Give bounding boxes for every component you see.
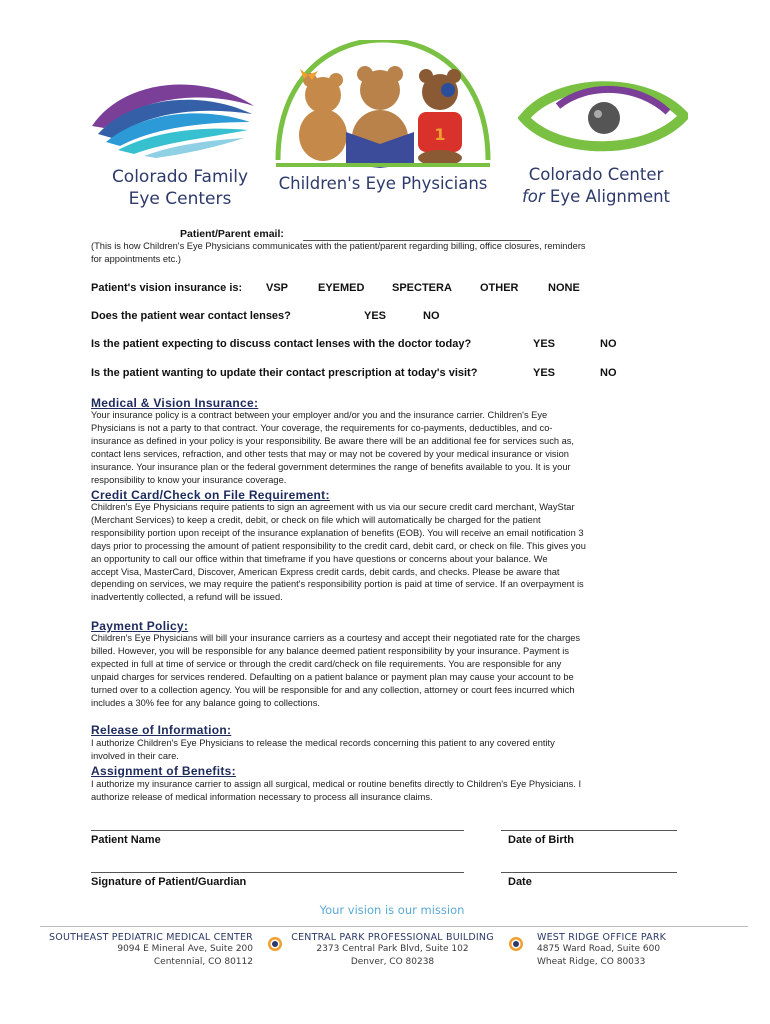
credit-line: Children's Eye Physicians require patients to sign an agreement with us via our secure credit card merchant, WayStar xyxy=(91,502,575,512)
credit-line: (Merchant Services) to keep a credit, debit, or check on file which will automatically be charged for the patient xyxy=(91,514,541,525)
update-yes-option[interactable]: YES xyxy=(533,367,556,379)
logo-colorado-family-eye-centers xyxy=(82,76,272,210)
credit-line: days prior to processing the amount of patient responsibility to the credit card, debit card, or check on file. This gives you xyxy=(91,540,586,551)
update-no-option[interactable]: NO xyxy=(600,367,617,379)
insurance-option-spectera[interactable]: SPECTERA xyxy=(392,282,452,294)
update-question-label: Is the patient wanting to update their contact prescription at today's visit? xyxy=(91,367,478,379)
medical-line: contact lens services, refraction, and other tests that may or may not be covered by your medical insurance or vision xyxy=(91,448,569,459)
contacts-no-option[interactable]: NO xyxy=(423,310,440,322)
patient-name-label: Patient Name xyxy=(91,834,161,846)
location-west-ridge xyxy=(537,932,737,969)
location-name: WEST RIDGE OFFICE PARK xyxy=(537,932,667,943)
credit-line: inadvertently collected, a refund will be issued. xyxy=(91,592,283,603)
release-body xyxy=(91,737,681,763)
sun-bullet-icon xyxy=(267,936,283,952)
signature-line[interactable] xyxy=(91,872,464,873)
credit-line: accept Visa, MasterCard, Discover, American Express credit cards, debit cards, and checks. Please be aware that xyxy=(91,566,560,577)
payment-line: billed. However, you will be responsible for any balance deemed patient responsibility by your insurance. Payment is xyxy=(91,645,570,656)
payment-line: turned over to a collection agency. You will be responsible for and any collection, attorney or court fees incurred which xyxy=(91,684,575,695)
payment-body xyxy=(91,632,681,709)
discuss-yes-option[interactable]: YES xyxy=(533,338,556,350)
medical-line: insurance. Your insurance plan or the federal government determines the range of benefits available to you. It is your xyxy=(91,461,571,472)
date-label: Date xyxy=(508,876,532,888)
location-address2: Wheat Ridge, CO 80033 xyxy=(537,957,646,967)
teddy-bears-icon xyxy=(268,40,498,168)
credit-body xyxy=(91,501,681,604)
logo-colorado-center-eye-alignment xyxy=(510,76,690,210)
discuss-question-label: Is the patient expecting to discuss contact lenses with the doctor today? xyxy=(91,338,472,350)
insurance-option-eyemed[interactable]: EYEMED xyxy=(318,282,365,294)
logo-childrens-eye-physicians xyxy=(268,40,498,200)
footer-divider xyxy=(40,926,748,927)
release-heading: Release of Information: xyxy=(91,723,232,737)
location-name: SOUTHEAST PEDIATRIC MEDICAL CENTER xyxy=(49,932,253,943)
assignment-body xyxy=(91,778,681,804)
release-line: I authorize Children's Eye Physicians to release the medical records concerning this patient to any covered entity xyxy=(91,738,555,748)
medical-line: Physicians is not a party to that contract. Your coverage, the requirements for co-payments, deductibles, and co- xyxy=(91,422,553,433)
payment-heading: Payment Policy: xyxy=(91,619,189,633)
dob-line[interactable] xyxy=(501,830,677,831)
signature-label: Signature of Patient/Guardian xyxy=(91,876,247,888)
logo-right-line2: Eye Alignment xyxy=(549,187,671,206)
location-name: CENTRAL PARK PROFESSIONAL BUILDING xyxy=(291,932,494,943)
medical-line: insurance as defined in your policy is your responsibility. Be aware there will be an additional fee for services such as, xyxy=(91,435,574,446)
discuss-no-option[interactable]: NO xyxy=(600,338,617,350)
insurance-option-other[interactable]: OTHER xyxy=(480,282,519,294)
logo-right-line1: Colorado Center xyxy=(528,165,664,184)
logo-right-for: for xyxy=(521,187,545,206)
logo-center-name: Children's Eye Physicians xyxy=(278,174,488,193)
medical-heading: Medical & Vision Insurance: xyxy=(91,396,259,410)
location-address1: 4875 Ward Road, Suite 600 xyxy=(537,944,661,954)
payment-line: Children's Eye Physicians will bill your insurance carriers as a courtesy and accept their negotiated rate for the charges xyxy=(91,633,581,643)
sun-bullet-icon xyxy=(508,936,524,952)
location-address1: 9094 E Mineral Ave, Suite 200 xyxy=(117,944,253,954)
assignment-line: authorize release of medical information necessary to process all insurance claims. xyxy=(91,791,433,802)
email-note-line1: (This is how Children's Eye Physicians communicates with the patient/parent regarding billing, office closures, reminders xyxy=(91,241,586,251)
logo-left-line1: Colorado Family xyxy=(111,167,249,187)
patient-name-line[interactable] xyxy=(91,830,464,831)
assignment-heading: Assignment of Benefits: xyxy=(91,764,236,778)
green-eye-icon xyxy=(518,76,688,156)
svg-text:1: 1 xyxy=(434,125,446,144)
swoosh-eye-icon xyxy=(84,76,264,158)
email-note-line2: for appointments etc.) xyxy=(91,254,181,264)
medical-line: Your insurance policy is a contract between your employer and/or you and the insurance carrier. Children's Eye xyxy=(91,410,548,420)
logo-left-line2: Eye Centers xyxy=(128,189,232,209)
credit-line: depending on services, we may require the patient's responsibility portion is paid at time of service. If an overpayment is xyxy=(91,579,584,590)
credit-heading: Credit Card/Check on File Requirement: xyxy=(91,488,330,502)
insurance-question-label: Patient's vision insurance is: xyxy=(91,282,243,294)
medical-body xyxy=(91,409,671,486)
location-southeast xyxy=(40,932,253,969)
assignment-line: I authorize my insurance carrier to assign all surgical, medical or routine benefits directly to Children's Eye Physicians. I xyxy=(91,779,582,789)
credit-line: responsibility portion upon receipt of the insurance explanation of benefits (EOB). You will receive an email notification 3 xyxy=(91,527,584,538)
payment-line: unpaid charges for services rendered. Defaulting on a patient balance or payment plan may cause your account to be xyxy=(91,671,574,682)
contacts-yes-option[interactable]: YES xyxy=(364,310,387,322)
contacts-question-label: Does the patient wear contact lenses? xyxy=(91,310,291,322)
footer-tagline: Your vision is our mission xyxy=(319,903,465,917)
payment-line: expected in full at time of service or through the credit card/check on file requirements. You are responsible for any xyxy=(91,658,562,669)
dob-label: Date of Birth xyxy=(508,834,574,846)
insurance-option-vsp[interactable]: VSP xyxy=(266,282,289,294)
insurance-option-none[interactable]: NONE xyxy=(548,282,580,294)
credit-line: an opportunity to call our office within that timeframe if you have questions or concerns about your balance. We xyxy=(91,553,548,564)
medical-line: responsibility to know your insurance coverage. xyxy=(91,474,287,485)
location-address1: 2373 Central Park Blvd, Suite 102 xyxy=(316,944,469,954)
location-address2: Centennial, CO 80112 xyxy=(153,957,253,967)
payment-line: includes a 30% fee for any balance going to collections. xyxy=(91,697,320,708)
location-central-park xyxy=(290,932,495,969)
date-line[interactable] xyxy=(501,872,677,873)
location-address2: Denver, CO 80238 xyxy=(350,957,435,967)
release-line: involved in their care. xyxy=(91,750,179,761)
email-label: Patient/Parent email: xyxy=(180,228,284,240)
